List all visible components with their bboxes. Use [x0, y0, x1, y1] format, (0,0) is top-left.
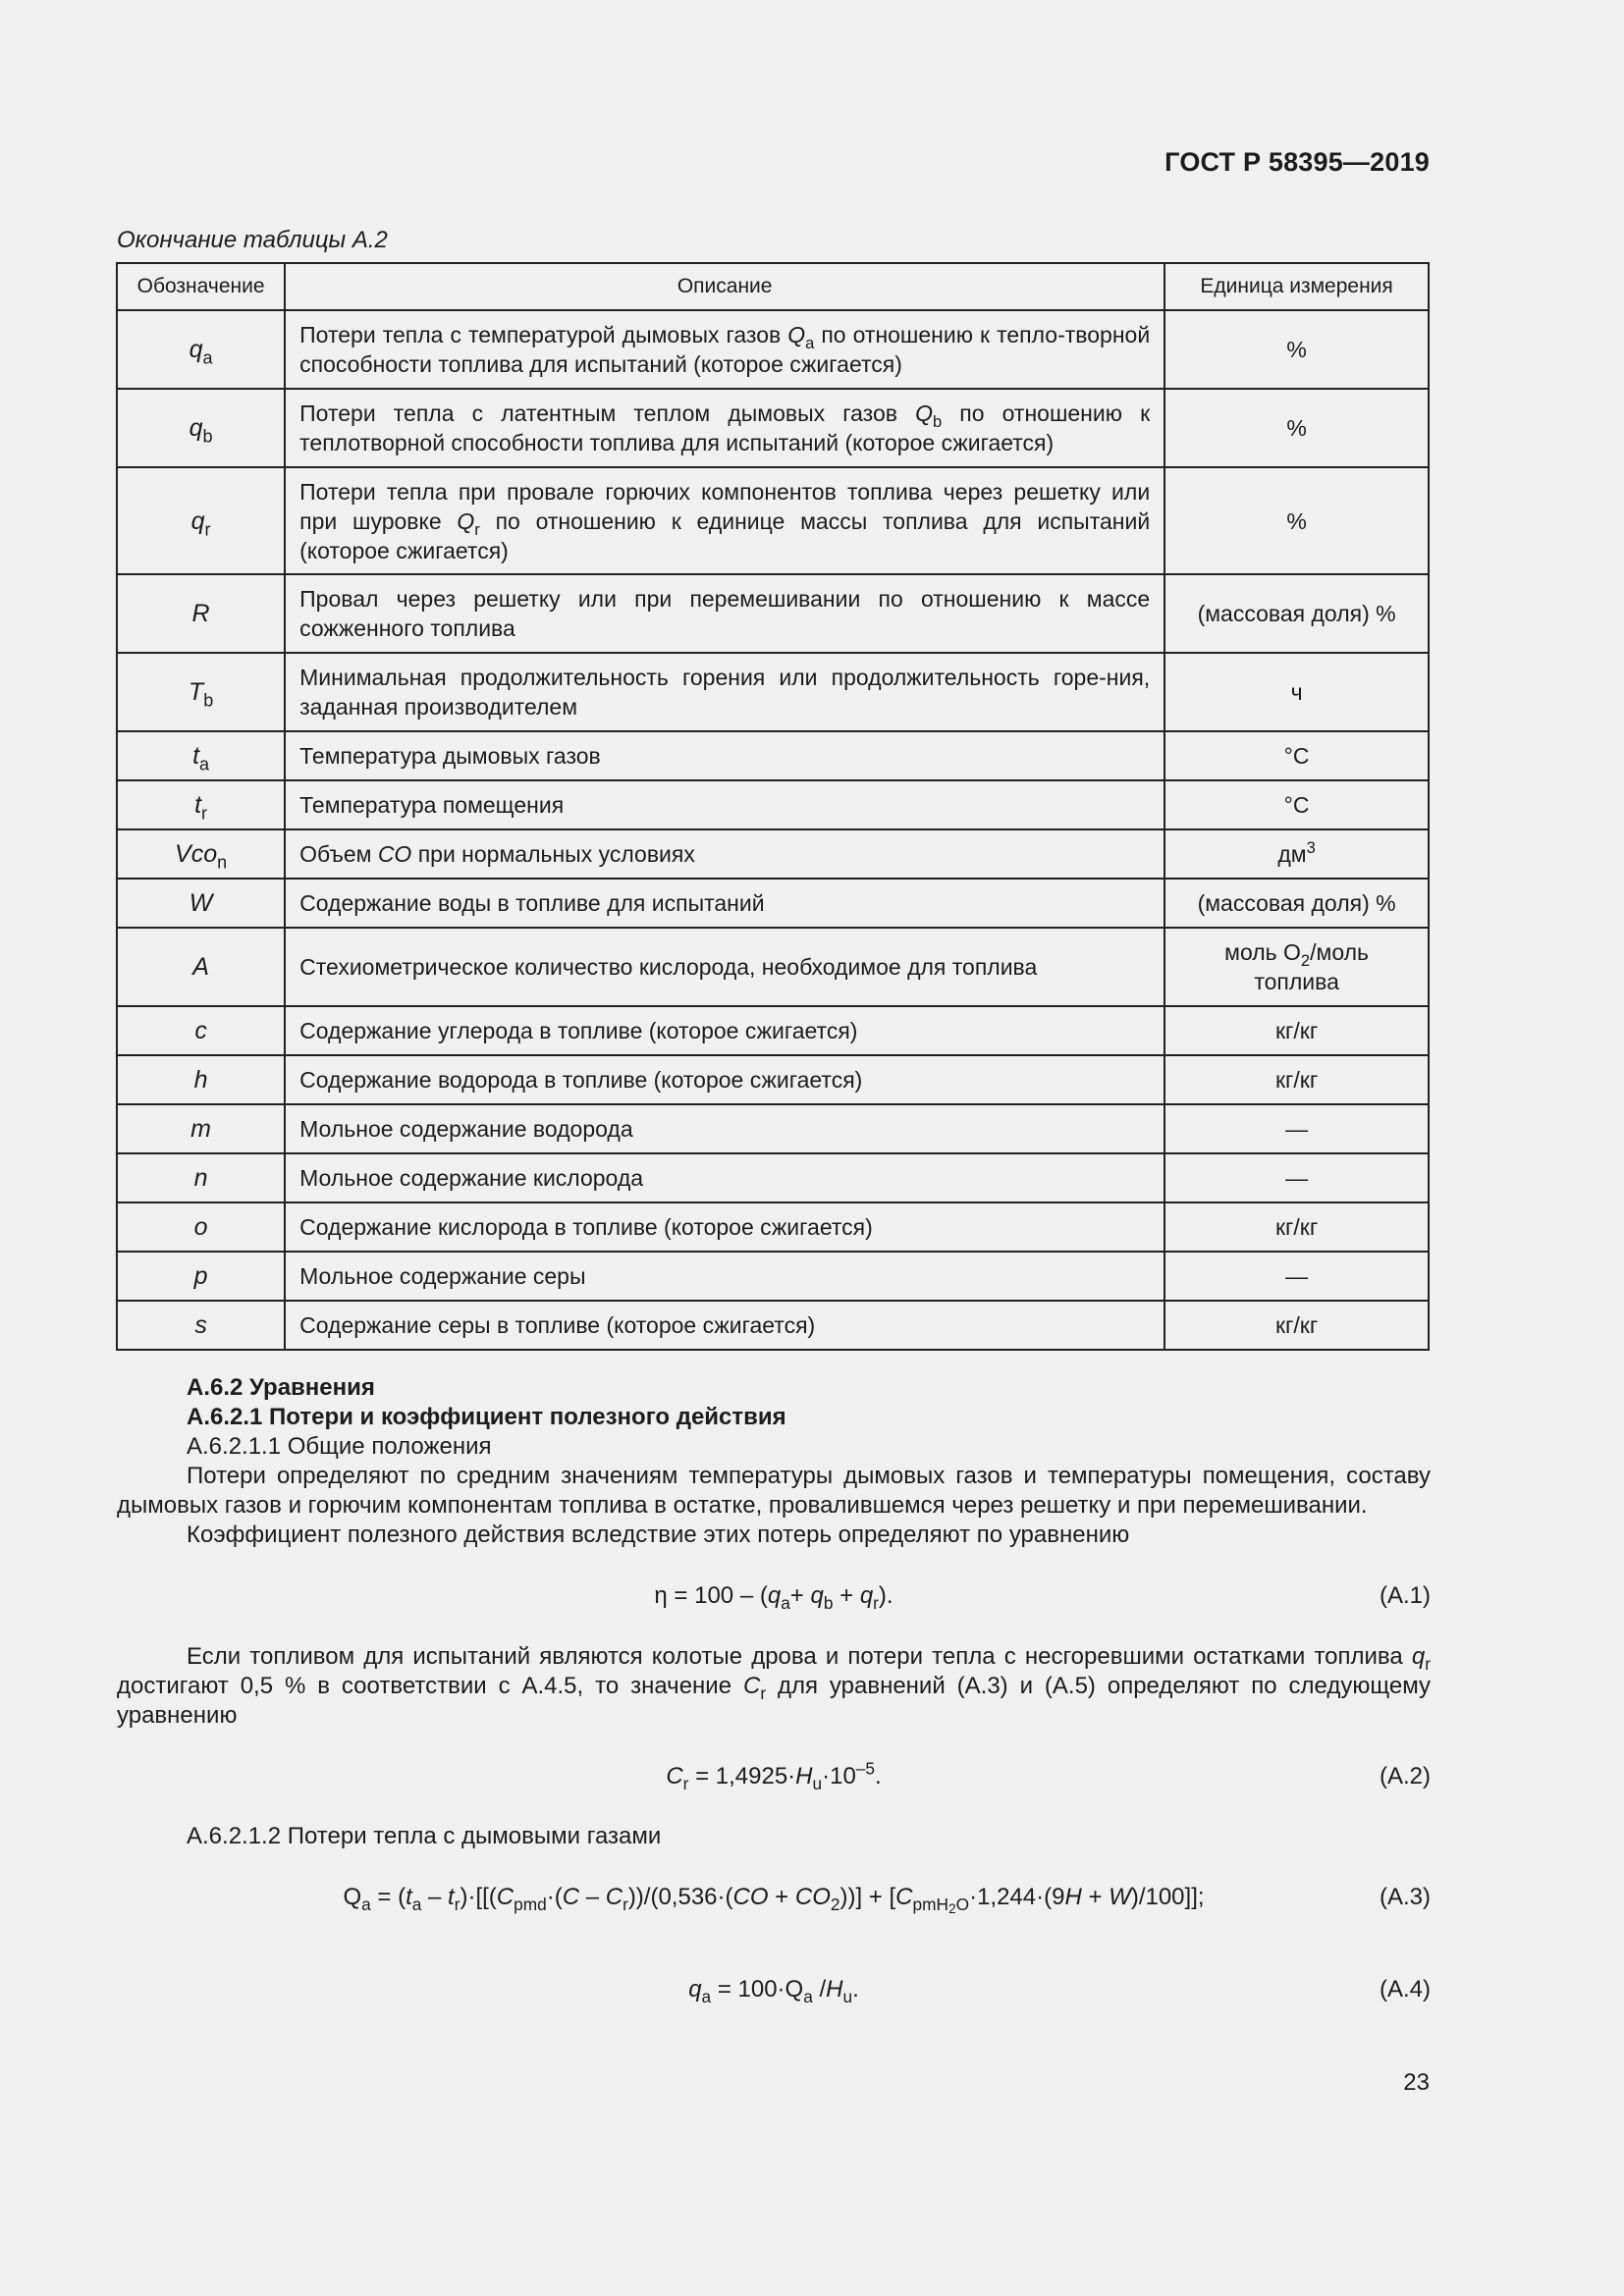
paragraph-losses: Потери определяют по средним значениям температуры дымовых газов и температуры помещения, составу дымовых газов и горючим компонентам топлива в остатке, провалившемся через решетку и при перемешивании.: [117, 1463, 1431, 1519]
cell-symbol: [117, 389, 285, 467]
table-row: [117, 1202, 1429, 1252]
table-row: [117, 653, 1429, 731]
equation-a2-number: (А.2): [1379, 1763, 1431, 1789]
cell-unit: —: [1164, 1252, 1429, 1301]
cell-symbol: [117, 1153, 285, 1202]
symbol-subscript: r: [201, 803, 208, 824]
cell-unit: %: [1164, 310, 1429, 389]
description-subscript: b: [932, 411, 943, 431]
cell-description: Объем CO при нормальных условиях: [285, 829, 1164, 879]
cell-unit: °С: [1164, 780, 1429, 829]
section-heading-losses: А.6.2.1 Потери и коэффициент полезного действия: [187, 1404, 786, 1430]
cell-unit: (массовая доля) %: [1164, 574, 1429, 653]
symbol-text: c: [194, 1017, 207, 1044]
symbol-subscript: r: [204, 518, 211, 539]
cell-unit: (массовая доля) %: [1164, 879, 1429, 928]
cell-description: Мольное содержание кислорода: [285, 1153, 1164, 1202]
description-symbol: Q: [457, 507, 475, 534]
cell-symbol: [117, 731, 285, 780]
description-subscript: r: [474, 519, 480, 539]
table-caption: Окончание таблицы А.2: [117, 227, 388, 253]
symbol-subscript: a: [199, 754, 210, 774]
description-symbol: Q: [915, 400, 933, 426]
cell-symbol: [117, 467, 285, 574]
cell-description: Мольное содержание серы: [285, 1252, 1164, 1301]
cell-symbol: [117, 879, 285, 928]
section-heading-flue-gas: А.6.2.1.2 Потери тепла с дымовыми газами: [187, 1823, 662, 1849]
cell-symbol: [117, 1202, 285, 1252]
paragraph-firewood-part2: достигают 0,5 % в соответствии с А.4.5, то значение: [117, 1673, 743, 1699]
table-row: [117, 389, 1429, 467]
cell-description: Содержание углерода в топливе (которое сжигается): [285, 1006, 1164, 1055]
cell-symbol: [117, 1104, 285, 1153]
symbol-text: o: [193, 1213, 208, 1241]
symbol-text: q: [189, 414, 203, 442]
cell-unit: °С: [1164, 731, 1429, 780]
equation-a2-expression: $C_r = 1,4925\cdot H_u\cdot 10^{-5}$.: [666, 1758, 882, 1794]
symbol-text: Vco: [175, 840, 218, 868]
cell-description: Температура дымовых газов: [285, 731, 1164, 780]
cell-description: Содержание водорода в топливе (которое сжигается): [285, 1055, 1164, 1104]
cell-description: Потери тепла с температурой дымовых газов $Q_a$ по отношению к тепло-творной способности топлива для испытаний (которое сжигается): [285, 310, 1164, 389]
paragraph-firewood-part3: для уравнений (А.3) и (А.5) определяют по следующему уравнению: [117, 1673, 1431, 1729]
cell-symbol: [117, 1055, 285, 1104]
table-row: [117, 928, 1429, 1006]
page-number: 23: [1403, 2069, 1430, 2096]
section-heading-general: А.6.2.1.1 Общие положения: [187, 1433, 492, 1460]
cell-unit: кг/кг: [1164, 1006, 1429, 1055]
cell-unit: кг/кг: [1164, 1301, 1429, 1350]
document-header: ГОСТ Р 58395—2019: [1164, 147, 1430, 177]
cell-symbol: [117, 1006, 285, 1055]
cell-description: Минимальная продолжительность горения или продолжительность горе-ния, заданная производителем: [285, 653, 1164, 731]
table-row: [117, 310, 1429, 389]
table-row: [117, 879, 1429, 928]
symbol-text: h: [193, 1066, 208, 1094]
col-header-symbol: Обозначение: [117, 263, 285, 310]
table-row: [117, 731, 1429, 780]
cell-description: Стехиометрическое количество кислорода, необходимое для топлива: [285, 928, 1164, 1006]
cell-symbol: [117, 829, 285, 879]
symbol-text: A: [192, 953, 209, 981]
cell-description: Содержание кислорода в топливе (которое сжигается): [285, 1202, 1164, 1252]
equation-a4-number: (А.4): [1379, 1976, 1431, 2002]
cell-description: Потери тепла при провале горючих компонентов топлива через решетку или при шуровке $Q_r$ по отношению к единице массы топлива для испытаний (которое сжигается): [285, 467, 1164, 574]
symbol-text: T: [188, 678, 204, 706]
symbols-table: [116, 262, 1430, 1351]
description-subscript: a: [805, 333, 815, 352]
symbol-text: W: [189, 889, 213, 917]
cell-description: Содержание воды в топливе для испытаний: [285, 879, 1164, 928]
cell-unit: %: [1164, 467, 1429, 574]
table-body: [117, 310, 1429, 1350]
cell-description: Потери тепла с латентным теплом дымовых газов $Q_b$ по отношению к теплотворной способности топлива для испытаний (которое сжигается): [285, 389, 1164, 467]
cell-unit: %: [1164, 389, 1429, 467]
equation-a4-expression: $q_a = 100\cdot Q_a$ $/H_u$.: [688, 1976, 859, 2007]
table-row: [117, 1301, 1429, 1350]
paragraph-firewood: Если топливом для испытаний являются колотые дрова и потери тепла с несгоревшими остатками топлива $q_r$ достигают 0,5 % в соответствии с А.4.5, то значение $C_r$ для уравнений (А.3) и (А.5) определяют по следующему уравнению: [117, 1643, 1431, 1729]
section-text: [117, 1373, 1431, 1550]
cell-description: Температура помещения: [285, 780, 1164, 829]
table-row: [117, 1252, 1429, 1301]
cell-symbol: [117, 780, 285, 829]
cell-description: Провал через решетку или при перемешивании по отношению к массе сожженного топлива: [285, 574, 1164, 653]
table-row: [117, 1153, 1429, 1202]
table-row: [117, 1055, 1429, 1104]
symbol-text: q: [190, 507, 205, 535]
symbol-text: m: [190, 1115, 211, 1143]
cell-description: Мольное содержание водорода: [285, 1104, 1164, 1153]
col-header-unit: Единица измерения: [1164, 263, 1429, 310]
symbol-text: n: [193, 1164, 208, 1192]
equation-a1-expression: $\eta = 100 - (q_a+ q_b + q_r)$.: [654, 1582, 893, 1614]
symbol-text: t: [192, 742, 200, 770]
cell-unit: кг/кг: [1164, 1055, 1429, 1104]
table-row: [117, 780, 1429, 829]
description-symbol: Q: [787, 322, 806, 347]
col-header-description: Описание: [285, 263, 1164, 310]
symbol-subscript: n: [217, 852, 228, 873]
symbol-text: s: [194, 1311, 207, 1339]
symbol-text: q: [189, 336, 203, 363]
cell-symbol: [117, 574, 285, 653]
cell-symbol: [117, 310, 285, 389]
cell-symbol: [117, 1252, 285, 1301]
table-row: [117, 1104, 1429, 1153]
cell-unit: моль $О_2$/моль топлива: [1164, 928, 1429, 1006]
symbol-subscript: b: [203, 690, 214, 711]
table-row: [117, 829, 1429, 879]
cell-unit: —: [1164, 1104, 1429, 1153]
paragraph-efficiency: Коэффициент полезного действия вследствие этих потерь определяют по уравнению: [187, 1522, 1130, 1548]
table-row: [117, 467, 1429, 574]
section-heading-equations: А.6.2 Уравнения: [187, 1374, 375, 1401]
cell-symbol: [117, 928, 285, 1006]
symbol-subscript: b: [202, 426, 213, 447]
section-flue-gas: [117, 1822, 1431, 1851]
table-row: [117, 1006, 1429, 1055]
symbol-text: t: [194, 791, 202, 819]
cell-symbol: [117, 653, 285, 731]
equation-a3-expression: $Q_a = (t_a - t_r)\cdot[[(C_{pmd}\cdot(C - C_r))/(0,536\cdot(CO + CO_2))] + [C_{pmH2O}\cdot 1,244\cdot(9H + W)/100]]$;: [343, 1884, 1205, 1916]
symbol-subscript: a: [202, 347, 213, 368]
table-row: [117, 574, 1429, 653]
equation-a1-number: (А.1): [1379, 1582, 1431, 1609]
paragraph-firewood-part1: Если топливом для испытаний являются колотые дрова и потери тепла с несгоревшими остатками топлива: [187, 1643, 1412, 1670]
symbol-text: R: [191, 600, 210, 627]
cell-unit: ч: [1164, 653, 1429, 731]
cell-unit: кг/кг: [1164, 1202, 1429, 1252]
cell-unit: $дм^3$: [1164, 829, 1429, 879]
cell-symbol: [117, 1301, 285, 1350]
symbol-text: p: [193, 1262, 208, 1290]
equation-a3-number: (А.3): [1379, 1884, 1431, 1910]
description-symbol: CO: [377, 841, 412, 867]
cell-unit: —: [1164, 1153, 1429, 1202]
cell-description: Содержание серы в топливе (которое сжигается): [285, 1301, 1164, 1350]
table-header-row: [117, 263, 1429, 310]
